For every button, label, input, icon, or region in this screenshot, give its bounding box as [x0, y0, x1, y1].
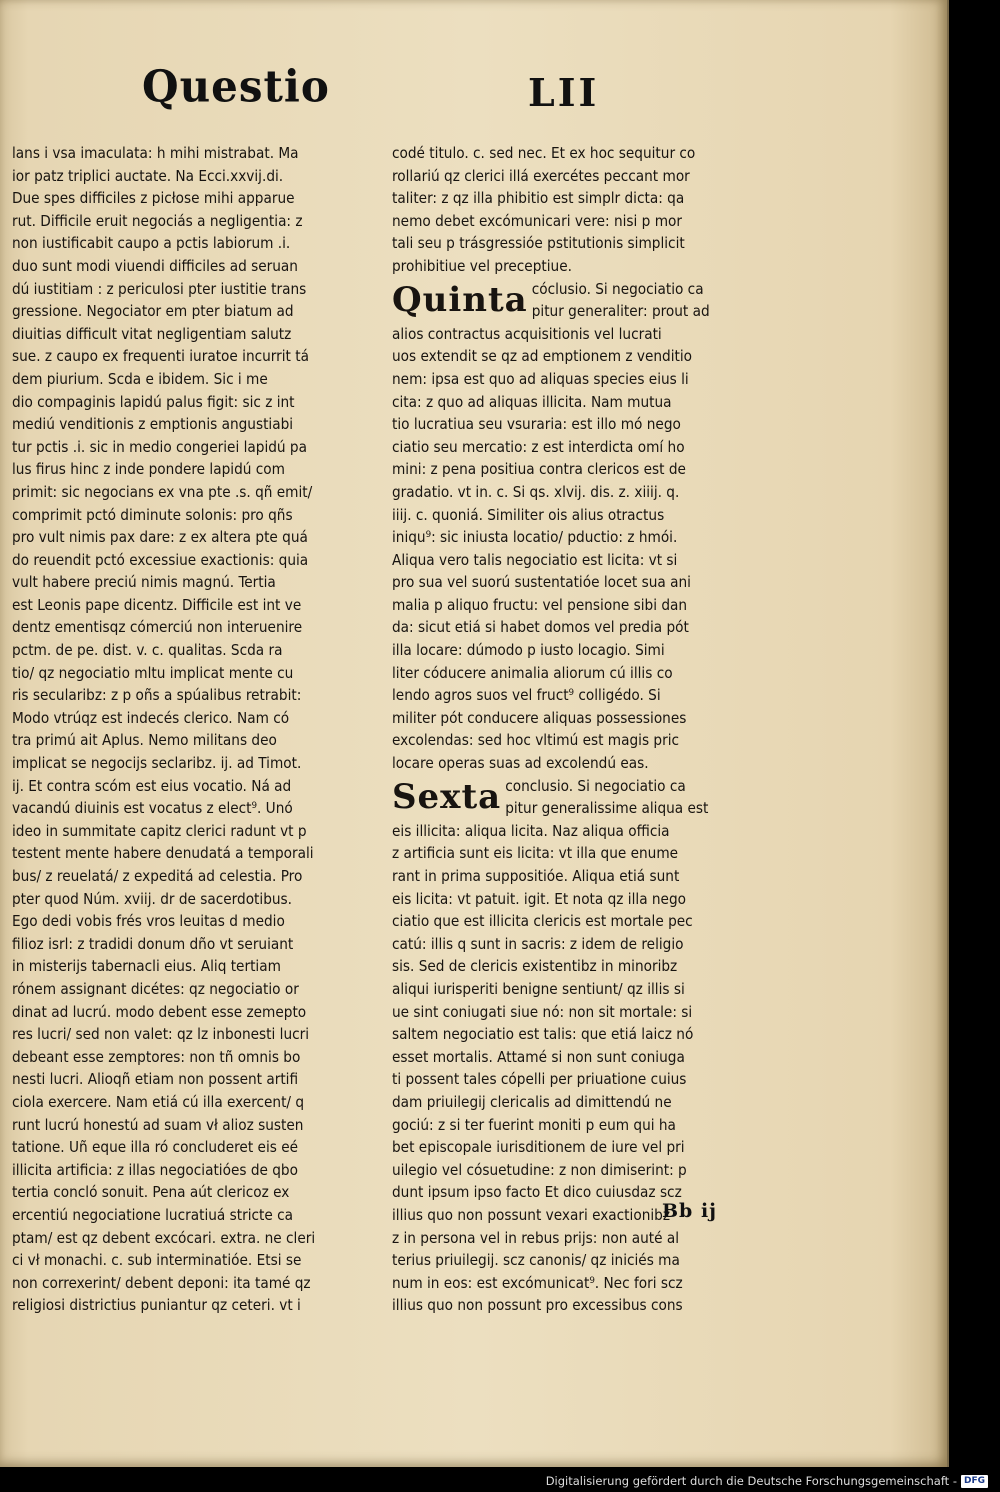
text-line: militer pót conducere aliquas possessiones: [392, 708, 687, 727]
quinta-section-head: [392, 278, 752, 323]
text-line: uilegio vel cósuetudine: z non dimiserint: p: [392, 1160, 687, 1179]
text-line: dam priuilegij clericalis ad dimittendú ne: [392, 1092, 672, 1111]
text-line: runt lucrú honestú ad suam vł alioz susten: [12, 1115, 304, 1134]
text-line: non iustificabit caupo a pctis labiorum .i.: [12, 234, 291, 253]
text-line: dentz ementisqz cómerciú non interuenire: [12, 618, 303, 637]
text-line: non correxerint/ debent deponi: ita tamé qz: [12, 1273, 311, 1292]
text-line: ior patz triplici auctate. Na Ecci.xxvij.di.: [12, 166, 284, 185]
text-line: catú: illis q sunt in sacris: z idem de religio: [392, 934, 684, 953]
text-line: mini: z pena positiua contra clericos est de: [392, 460, 686, 479]
text-line: dunt ipsum ipso facto Et dico cuiusdaz scz: [392, 1183, 682, 1202]
text-line: religiosi districtius puniantur qz ceteri. vt i: [12, 1296, 301, 1315]
text-line: bet episcopale iurisditionem de iure vel pri: [392, 1138, 685, 1157]
text-line: ci vł monachi. c. sub interminatióe. Etsi se: [12, 1251, 302, 1270]
text-line: iniqu⁹: sic iniusta locatio/ pductio: z hmói.: [392, 528, 678, 547]
running-head-title: Questio: [142, 60, 330, 113]
text-line: num in eos: est excómunicat⁹. Nec fori scz: [392, 1273, 683, 1292]
signature-mark: Bb ij: [662, 1200, 718, 1222]
sexta-initial: Sexta: [392, 776, 502, 817]
quinta-section-body: [392, 323, 752, 775]
text-line: aliqui iurisperiti benigne sentiunt/ qz illis si: [392, 979, 685, 998]
sexta-section-head: [392, 775, 752, 820]
text-line: vult habere preciú nimis magnú. Tertia: [12, 573, 276, 592]
text-line: ciatio que est illicita clericis est mortale pec: [392, 912, 693, 931]
text-line: duo sunt modi viuendi difficiles ad seruan: [12, 256, 298, 275]
text-line: pitur generaliter: prout ad: [531, 302, 710, 321]
text-line: ideo in summitate capitz clerici radunt vt p: [12, 821, 307, 840]
text-line: rant in prima suppositióe. Aliqua etiá sunt: [392, 867, 680, 885]
text-line: lus firus hinc z inde pondere lapidú com: [12, 460, 285, 479]
sexta-section-body: [392, 820, 752, 1317]
text-line: res lucri/ sed non valet: qz lz inbonesti lucri: [12, 1025, 310, 1044]
text-line: Aliqua vero talis negociatio est licita: vt si: [392, 550, 678, 569]
text-line: ciatio seu mercatio: z est interdicta omí ho: [392, 437, 685, 456]
text-line: mediú venditionis z emptionis angustiabi: [12, 415, 294, 434]
text-line: pter quod Núm. xviij. dr de sacerdotibus.: [12, 889, 292, 908]
text-line: testent mente habere denudatá a temporali: [12, 844, 314, 863]
text-line: z in persona vel in rebus prijs: non auté al: [392, 1228, 680, 1247]
text-line: terius priuilegij. scz canonis/ qz iniciés ma: [392, 1251, 680, 1270]
right-column-opening-lines: [392, 142, 752, 278]
text-line: taliter: z qz illa phibitio est simplr dicta: qa: [392, 189, 685, 208]
text-line: illius quo non possunt pro excessibus cons: [392, 1296, 683, 1315]
text-line: ij. Et contra scóm est eius vocatio. Ná ad: [12, 776, 292, 795]
text-line: tertia concló sonuit. Pena aút clericoz ex: [12, 1183, 290, 1202]
text-line: z artificia sunt eis licita: vt illa que enume: [392, 844, 679, 863]
text-line: gociú: z si ter fuerint moniti p eum qui ha: [392, 1115, 676, 1134]
text-line: illicita artificia: z illas negociatióes de qbo: [12, 1160, 298, 1179]
folio-number: LII: [528, 70, 600, 115]
text-line: excolendas: sed hoc vltimú est magis pric: [392, 731, 679, 750]
text-line: ris secularibz: z p oñs a spúalibus retrabit:: [12, 686, 302, 705]
text-line: pro vult nimis pax dare: z ex altera pte quá: [12, 528, 308, 547]
text-line: tra primú ait Aplus. Nemo militans deo: [12, 731, 277, 750]
quinta-initial: Quinta: [392, 279, 528, 320]
text-line: liter códucere animalia aliorum cú illis co: [392, 663, 673, 682]
text-line: da: sicut etiá si habet domos vel predia pót: [392, 618, 689, 637]
digitization-credit: [546, 1474, 988, 1488]
text-line: gressione. Negociator em pter biatum ad: [12, 302, 294, 321]
text-line: comprimit pctó diminute solonis: pro qñs: [12, 505, 293, 524]
text-line: tio/ qz negociatio mltu implicat mente cu: [12, 663, 294, 682]
text-line: prohibitiue vel preceptiue.: [392, 256, 572, 275]
text-line: nesti lucri. Alioqñ etiam non possent artifi: [12, 1070, 299, 1089]
text-line: iiij. c. quoniá. Similiter ois alius otractus: [392, 505, 665, 524]
text-line: locare operas suas ad excolendú eas.: [392, 754, 649, 773]
text-line: debeant esse zemptores: non tñ omnis bo: [12, 1047, 301, 1066]
left-text-column: [12, 142, 372, 1317]
text-line: do reuendit pctó excessiue exactionis: quia: [12, 550, 309, 569]
text-line: dio compaginis lapidú palus figit: sic z int: [12, 392, 295, 411]
text-line: Due spes difficiles z picłose mihi apparue: [12, 189, 295, 208]
text-line: tio lucratiua seu vsuraria: est illo mó nego: [392, 415, 681, 434]
text-line: tatione. Uñ eque illa ró concluderet eis eé: [12, 1138, 299, 1157]
text-line: uos extendit se qz ad emptionem z venditio: [392, 347, 693, 366]
text-line: nem: ipsa est quo ad aliquas species eius li: [392, 369, 689, 388]
text-line: rónem assignant dicétes: qz negociatio or: [12, 979, 299, 998]
text-line: gradatio. vt in. c. Si qs. xlvij. dis. z. xiiij. q.: [392, 482, 680, 501]
text-line: eis illicita: aliqua licita. Naz aliqua officia: [392, 821, 670, 840]
text-line: sis. Sed de clericis existentibz in minoribz: [392, 957, 678, 976]
text-line: esset mortalis. Attamé si non sunt coniuga: [392, 1047, 685, 1066]
text-line: implicat se negocijs seclaribz. ij. ad Timot.: [12, 754, 302, 773]
text-line: filioz isrl: z tradidi donum dño vt seruiant: [12, 934, 294, 953]
text-line: lans i vsa imaculata: h mihi mistrabat. Ma: [12, 144, 299, 162]
text-line: ptam/ est qz debent excócari. extra. ne cleri: [12, 1228, 316, 1247]
text-line: ue sint coniugati siue nó: non sit mortale: si: [392, 1002, 693, 1021]
text-line: malia p aliquo fructu: vel pensione sibi dan: [392, 595, 688, 614]
text-line: diuitias difficult vitat negligentiam salutz: [12, 324, 292, 343]
quinta-beside-lines: [532, 278, 710, 323]
text-line: dem piurium. Scda e ibidem. Sic i me: [12, 369, 268, 388]
text-line: ti possent tales cópelli per priuatione cuius: [392, 1070, 687, 1089]
text-line: rut. Difficile eruit negociás a negligentia: z: [12, 211, 303, 230]
text-line: cóclusio. Si negociatio ca: [531, 279, 704, 298]
text-line: illius quo non possunt vexari exactionibz: [392, 1205, 671, 1224]
footer-credit-text: Digitalisierung gefördert durch die Deutsche Forschungsgemeinschaft -: [545, 1474, 957, 1488]
text-line: tur pctis .i. sic in medio congeriei lapidú pa: [12, 437, 307, 456]
text-line: dinat ad lucrú. modo debent esse zemepto: [12, 1002, 307, 1021]
right-text-column: [392, 142, 752, 1317]
text-line: codé titulo. c. sed nec. Et ex hoc sequitur co: [392, 144, 696, 162]
text-line: primit: sic negocians ex vna pte .s. qñ emit/: [12, 482, 313, 501]
text-line: alios contractus acquisitionis vel lucrati: [392, 324, 662, 343]
text-line: conclusio. Si negociatio ca: [505, 776, 686, 795]
text-line: tali seu p trásgressióe pstitutionis simplicit: [392, 234, 685, 253]
text-line: lendo agros suos vel fruct⁹ colligédo. Si: [392, 686, 661, 705]
text-line: vacandú diuinis est vocatus z elect⁹. Unó: [12, 799, 293, 818]
text-line: illa locare: dúmodo p iusto locagio. Simi: [392, 641, 665, 660]
sexta-beside-lines: [505, 775, 708, 820]
dfg-logo-icon: DFG: [961, 1475, 988, 1488]
text-line: sue. z caupo ex frequenti iuratoe incurrit tá: [12, 347, 309, 366]
text-line: eis licita: vt patuit. igit. Et nota qz illa nego: [392, 889, 687, 908]
text-line: dú iustitiam : z periculosi pter iustitie trans: [12, 279, 307, 298]
text-line: rollariú qz clerici illá exercétes peccant mor: [392, 166, 690, 185]
text-line: in misterijs tabernacli eius. Aliq tertiam: [12, 957, 281, 976]
text-line: pro sua vel suorú sustentatióe locet sua ani: [392, 573, 691, 592]
text-line: ercentiú negociatione lucratiuá stricte ca: [12, 1205, 293, 1224]
text-line: pitur generalissime aliqua est: [505, 799, 709, 818]
text-line: pctm. de pe. dist. v. c. qualitas. Scda ra: [12, 641, 283, 660]
text-line: Ego dedi vobis frés vros leuitas d medio: [12, 912, 285, 931]
text-line: cita: z quo ad aliquas illicita. Nam mutua: [392, 392, 672, 411]
text-line: bus/ z reuelatá/ z expeditá ad celestia. Pro: [12, 867, 303, 885]
text-line: saltem negociatio est talis: que etiá laicz nó: [392, 1025, 694, 1044]
text-line: est Leonis pape dicentz. Difficile est int ve: [12, 595, 302, 614]
text-line: nemo debet excómunicari vere: nisi p mor: [392, 211, 682, 230]
text-line: Modo vtrúqz est indecés clerico. Nam có: [12, 708, 290, 727]
text-line: ciola exercere. Nam etiá cú illa exercent/ q: [12, 1092, 305, 1111]
